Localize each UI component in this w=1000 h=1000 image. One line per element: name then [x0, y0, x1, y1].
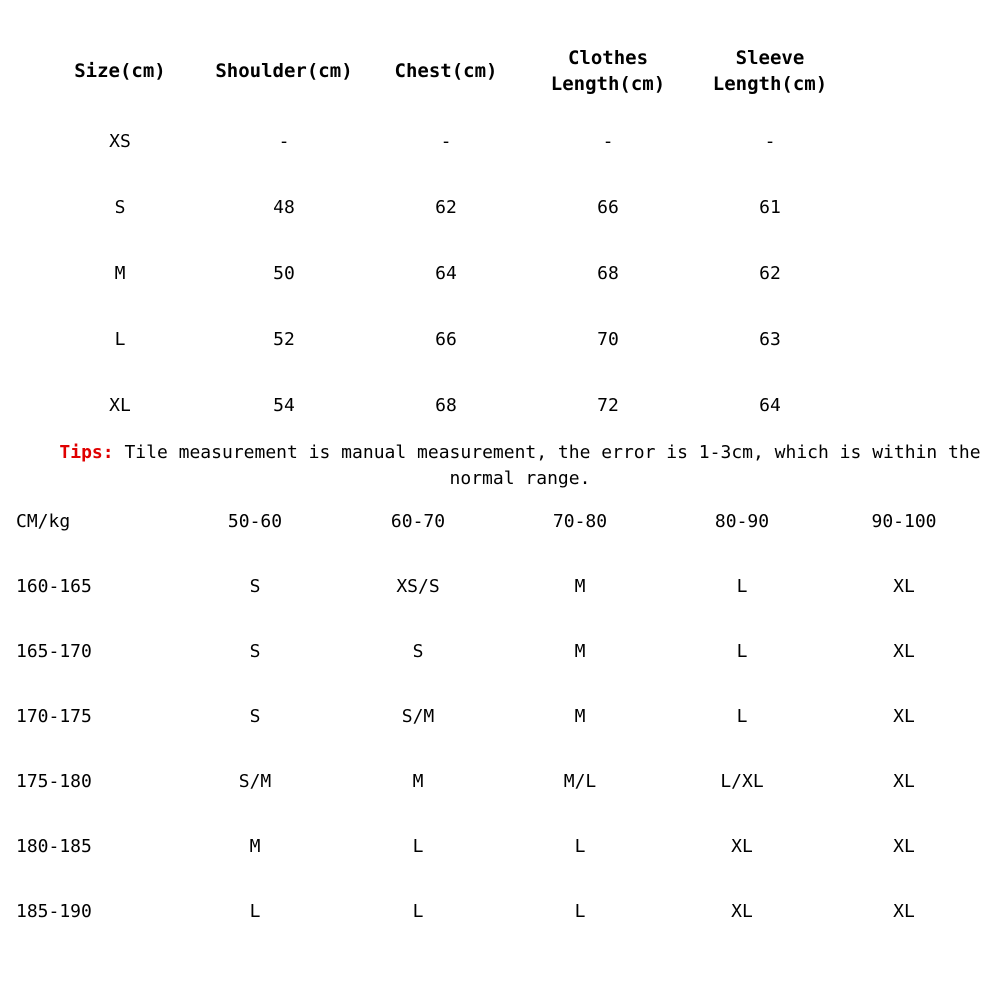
height-range-cell: 165-170	[16, 641, 92, 662]
chest-cell: 64	[435, 263, 457, 284]
size-cell: S/M	[401, 706, 435, 727]
chest-cell: 66	[435, 329, 457, 350]
size-cell: S	[249, 641, 261, 662]
sleeve-length-cell: 61	[759, 197, 781, 218]
chest-cell: 62	[435, 197, 457, 218]
size-cell: M	[114, 263, 126, 284]
table-row	[0, 701, 1000, 766]
header-weight-range: 70-80	[552, 511, 608, 532]
table-row	[0, 831, 1000, 896]
size-cell: M	[574, 576, 586, 597]
size-cell: M	[249, 836, 261, 857]
chest-cell: 68	[435, 395, 457, 416]
size-cell: M	[574, 641, 586, 662]
size-cell: L	[736, 706, 748, 727]
size-cell: S	[249, 706, 261, 727]
size-cell: L	[736, 641, 748, 662]
clothes-length-cell: 66	[597, 197, 619, 218]
header-shoulder: Shoulder(cm)	[215, 60, 353, 82]
table-row	[0, 636, 1000, 701]
table-row	[0, 374, 1000, 440]
table-row	[0, 308, 1000, 374]
header-weight-range: 80-90	[714, 511, 770, 532]
header-chest: Chest(cm)	[394, 60, 498, 82]
size-cell: XL	[893, 576, 915, 597]
size-cell: L	[736, 576, 748, 597]
size-cell: XL	[893, 771, 915, 792]
size-cell: S	[249, 576, 261, 597]
size-recommendation-table	[0, 506, 1000, 961]
sleeve-length-cell: 64	[759, 395, 781, 416]
tips-label: Tips:	[59, 442, 114, 463]
size-cell: M	[412, 771, 424, 792]
size-cell: L	[574, 836, 586, 857]
clothes-length-cell: 72	[597, 395, 619, 416]
header-sleeve-length: Sleeve Length(cm)	[712, 47, 828, 95]
table-header-row	[0, 506, 1000, 571]
size-cell: L	[114, 329, 126, 350]
size-cell: L/XL	[720, 771, 764, 792]
shoulder-cell: 54	[273, 395, 295, 416]
size-cell: XS/S	[396, 576, 440, 597]
header-weight-range: 90-100	[871, 511, 937, 532]
height-range-cell: 180-185	[16, 836, 92, 857]
size-cell: S/M	[238, 771, 272, 792]
table-row	[0, 896, 1000, 961]
size-cell: S	[114, 197, 126, 218]
table-row	[0, 176, 1000, 242]
size-cell: L	[412, 836, 424, 857]
tips-text: Tile measurement is manual measurement, the error is 1-3cm, which is within the normal range.	[113, 442, 981, 489]
chest-cell: -	[440, 131, 452, 152]
size-cell: XL	[893, 641, 915, 662]
size-measurement-table	[0, 40, 1000, 440]
header-size: Size(cm)	[74, 60, 166, 82]
size-cell: XS	[109, 131, 131, 152]
sleeve-length-cell: 63	[759, 329, 781, 350]
size-cell: L	[249, 901, 261, 922]
header-weight-range: 50-60	[227, 511, 283, 532]
sleeve-length-cell: 62	[759, 263, 781, 284]
size-cell: L	[574, 901, 586, 922]
table-row	[0, 242, 1000, 308]
clothes-length-cell: -	[602, 131, 614, 152]
size-cell: M	[574, 706, 586, 727]
header-clothes-length: Clothes Length(cm)	[550, 47, 666, 95]
sleeve-length-cell: -	[764, 131, 776, 152]
shoulder-cell: 48	[273, 197, 295, 218]
size-cell: XL	[893, 836, 915, 857]
clothes-length-cell: 70	[597, 329, 619, 350]
size-cell: XL	[109, 395, 131, 416]
height-range-cell: 175-180	[16, 771, 92, 792]
header-weight-range: 60-70	[390, 511, 446, 532]
shoulder-cell: -	[278, 131, 290, 152]
shoulder-cell: 50	[273, 263, 295, 284]
header-height-weight: CM/kg	[16, 511, 71, 532]
height-range-cell: 170-175	[16, 706, 92, 727]
clothes-length-cell: 68	[597, 263, 619, 284]
table-row	[0, 110, 1000, 176]
height-range-cell: 160-165	[16, 576, 92, 597]
measurement-tips	[40, 440, 1000, 492]
size-table-header	[0, 40, 1000, 110]
shoulder-cell: 52	[273, 329, 295, 350]
size-cell: XL	[893, 901, 915, 922]
table-row	[0, 571, 1000, 636]
size-cell: S	[412, 641, 424, 662]
size-cell: XL	[731, 901, 753, 922]
size-cell: XL	[731, 836, 753, 857]
size-cell: L	[412, 901, 424, 922]
size-cell: XL	[893, 706, 915, 727]
size-cell: M/L	[563, 771, 597, 792]
height-range-cell: 185-190	[16, 901, 92, 922]
table-row	[0, 766, 1000, 831]
